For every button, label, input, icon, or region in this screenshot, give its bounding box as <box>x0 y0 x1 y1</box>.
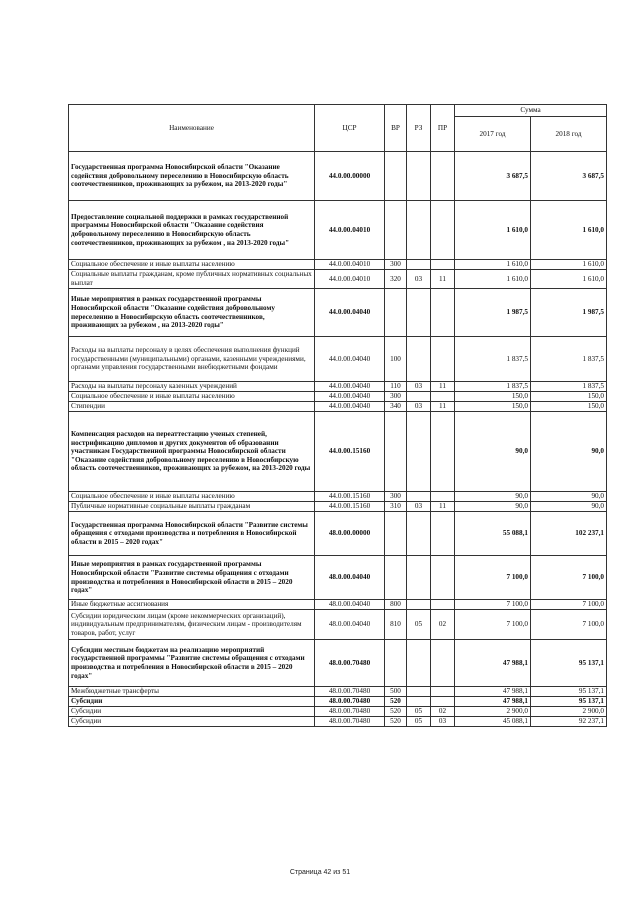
cell-name: Субсидии <box>69 717 315 727</box>
cell-name: Государственная программа Новосибирской области "Развитие системы обращения с отходами производства и потребления в Новосибирской области в 2015 – 2020 годах" <box>69 512 315 556</box>
cell-2018: 1 837,5 <box>531 382 607 392</box>
cell-csr: 48.0.00.04040 <box>315 610 385 640</box>
table-row <box>69 502 607 512</box>
cell-2018: 1 837,5 <box>531 337 607 382</box>
cell-name: Расходы на выплаты персоналу казенных учреждений <box>69 382 315 392</box>
table-row <box>69 382 607 392</box>
cell-2018: 150,0 <box>531 392 607 402</box>
cell-vr: 810 <box>385 610 407 640</box>
table-row <box>69 201 607 260</box>
cell-csr: 48.0.00.70480 <box>315 687 385 697</box>
cell-2017: 55 088,1 <box>455 512 531 556</box>
table-row <box>69 512 607 556</box>
cell-name: Субсидии <box>69 697 315 707</box>
cell-2018: 7 100,0 <box>531 556 607 600</box>
cell-2017: 45 088,1 <box>455 717 531 727</box>
cell-rz: 03 <box>407 402 431 412</box>
cell-rz <box>407 201 431 260</box>
cell-vr: 300 <box>385 492 407 502</box>
cell-name: Иные бюджетные ассигнования <box>69 600 315 610</box>
cell-vr <box>385 289 407 337</box>
cell-name: Государственная программа Новосибирской области "Оказание содействия добровольному переселению в Новосибирскую область соотечественников, проживающих за рубежом, на 2013-2020 годы" <box>69 152 315 201</box>
cell-rz <box>407 392 431 402</box>
cell-pr: 11 <box>431 502 455 512</box>
cell-vr: 300 <box>385 392 407 402</box>
cell-vr <box>385 556 407 600</box>
cell-vr <box>385 152 407 201</box>
cell-vr: 300 <box>385 260 407 270</box>
cell-csr: 48.0.00.00000 <box>315 512 385 556</box>
cell-csr: 48.0.00.04040 <box>315 556 385 600</box>
cell-2018: 90,0 <box>531 412 607 492</box>
cell-name: Социальное обеспечение и иные выплаты населению <box>69 260 315 270</box>
cell-csr: 48.0.00.70480 <box>315 717 385 727</box>
cell-rz: 03 <box>407 382 431 392</box>
cell-pr <box>431 492 455 502</box>
cell-vr <box>385 640 407 687</box>
cell-pr: 02 <box>431 707 455 717</box>
cell-vr: 520 <box>385 717 407 727</box>
cell-2017: 90,0 <box>455 412 531 492</box>
header-year-2017: 2017 год <box>455 117 531 152</box>
cell-pr <box>431 640 455 687</box>
cell-2018: 3 687,5 <box>531 152 607 201</box>
budget-table <box>68 104 607 727</box>
cell-2017: 1 987,5 <box>455 289 531 337</box>
cell-name: Публичные нормативные социальные выплаты гражданам <box>69 502 315 512</box>
cell-csr: 48.0.00.70480 <box>315 707 385 717</box>
cell-pr <box>431 289 455 337</box>
cell-2018: 1 987,5 <box>531 289 607 337</box>
cell-2017: 3 687,5 <box>455 152 531 201</box>
table-row <box>69 337 607 382</box>
table-row <box>69 270 607 289</box>
cell-rz <box>407 337 431 382</box>
cell-pr <box>431 556 455 600</box>
table-row <box>69 687 607 697</box>
cell-2017: 1 610,0 <box>455 201 531 260</box>
cell-2017: 150,0 <box>455 402 531 412</box>
cell-vr: 310 <box>385 502 407 512</box>
page-number: Страница 42 из 51 <box>289 869 351 876</box>
cell-rz <box>407 640 431 687</box>
cell-csr: 44.0.00.04040 <box>315 289 385 337</box>
cell-pr: 11 <box>431 382 455 392</box>
cell-2017: 7 100,0 <box>455 610 531 640</box>
cell-rz <box>407 697 431 707</box>
cell-vr: 500 <box>385 687 407 697</box>
cell-2018: 2 900,0 <box>531 707 607 717</box>
cell-name: Компенсация расходов на переаттестацию ученых степеней, нострификацию дипломов и других документов об образовании участникам Государственной программы Новосибирской области "Оказание содействия добровольному переселению в Новосибирскую область соотечественников, проживающих за рубежом, на 2013-2020 годы <box>69 412 315 492</box>
cell-vr: 800 <box>385 600 407 610</box>
cell-vr <box>385 201 407 260</box>
cell-name: Межбюджетные трансферты <box>69 687 315 697</box>
cell-csr: 44.0.00.15160 <box>315 492 385 502</box>
cell-2018: 1 610,0 <box>531 260 607 270</box>
table-row <box>69 492 607 502</box>
cell-2018: 102 237,1 <box>531 512 607 556</box>
header-csr: ЦСР <box>315 105 385 152</box>
cell-2017: 1 837,5 <box>455 382 531 392</box>
cell-pr <box>431 412 455 492</box>
cell-2018: 1 610,0 <box>531 201 607 260</box>
cell-pr <box>431 392 455 402</box>
cell-name: Иные мероприятия в рамках государственной программы Новосибирской области "Оказание содействия добровольному переселению в Новосибирскую область соотечественников, проживающих за рубежом , на 2013-2020 годы" <box>69 289 315 337</box>
cell-csr: 44.0.00.04040 <box>315 392 385 402</box>
cell-2017: 1 610,0 <box>455 260 531 270</box>
cell-2018: 7 100,0 <box>531 610 607 640</box>
cell-rz <box>407 260 431 270</box>
cell-vr <box>385 512 407 556</box>
cell-rz: 05 <box>407 610 431 640</box>
cell-pr <box>431 152 455 201</box>
cell-name: Социальные выплаты гражданам, кроме публичных нормативных социальных выплат <box>69 270 315 289</box>
cell-name: Субсидии <box>69 707 315 717</box>
cell-2017: 47 988,1 <box>455 640 531 687</box>
cell-csr: 48.0.00.70480 <box>315 640 385 687</box>
cell-name: Субсидии юридическим лицам (кроме некоммерческих организаций), индивидуальным предпринимателям, физическим лицам - производителям товаров, работ, услуг <box>69 610 315 640</box>
cell-name: Субсидии местным бюджетам на реализацию мероприятий государственной программы "Развитие системы обращения с отходами производства и потребления в Новосибирской области в 2015 – 2020 годах" <box>69 640 315 687</box>
cell-vr: 320 <box>385 270 407 289</box>
cell-2018: 150,0 <box>531 402 607 412</box>
cell-csr: 44.0.00.04040 <box>315 402 385 412</box>
header-vr: ВР <box>385 105 407 152</box>
table-row <box>69 260 607 270</box>
cell-pr: 11 <box>431 402 455 412</box>
cell-rz: 05 <box>407 717 431 727</box>
cell-csr: 44.0.00.04010 <box>315 270 385 289</box>
cell-2018: 95 137,1 <box>531 640 607 687</box>
cell-rz <box>407 152 431 201</box>
cell-csr: 44.0.00.04010 <box>315 201 385 260</box>
cell-name: Стипендии <box>69 402 315 412</box>
cell-pr <box>431 600 455 610</box>
cell-name: Расходы на выплаты персоналу в целях обеспечения выполнения функций государственными (муниципальными) органами, казенными учреждениями, органами управления государственными внебюджетными фондами <box>69 337 315 382</box>
cell-rz <box>407 412 431 492</box>
cell-rz <box>407 687 431 697</box>
cell-2017: 150,0 <box>455 392 531 402</box>
cell-2018: 95 137,1 <box>531 697 607 707</box>
table-row <box>69 610 607 640</box>
cell-csr: 44.0.00.15160 <box>315 412 385 492</box>
header-pr: ПР <box>431 105 455 152</box>
cell-rz <box>407 289 431 337</box>
cell-vr: 520 <box>385 697 407 707</box>
cell-csr: 48.0.00.70480 <box>315 697 385 707</box>
cell-rz <box>407 600 431 610</box>
cell-2017: 1 837,5 <box>455 337 531 382</box>
table-row <box>69 392 607 402</box>
cell-pr: 02 <box>431 610 455 640</box>
cell-2018: 1 610,0 <box>531 270 607 289</box>
table-row <box>69 717 607 727</box>
cell-rz <box>407 556 431 600</box>
cell-csr: 48.0.00.04040 <box>315 600 385 610</box>
cell-2017: 7 100,0 <box>455 556 531 600</box>
cell-csr: 44.0.00.04040 <box>315 337 385 382</box>
table-row <box>69 697 607 707</box>
table-row <box>69 707 607 717</box>
cell-pr <box>431 687 455 697</box>
cell-pr: 11 <box>431 270 455 289</box>
header-sum: Сумма <box>455 105 607 117</box>
cell-2017: 90,0 <box>455 502 531 512</box>
cell-rz: 03 <box>407 270 431 289</box>
cell-2017: 7 100,0 <box>455 600 531 610</box>
table-row <box>69 600 607 610</box>
cell-csr: 44.0.00.04010 <box>315 260 385 270</box>
cell-2018: 92 237,1 <box>531 717 607 727</box>
cell-name: Социальное обеспечение и иные выплаты населению <box>69 392 315 402</box>
table-row <box>69 640 607 687</box>
cell-csr: 44.0.00.00000 <box>315 152 385 201</box>
cell-vr: 110 <box>385 382 407 392</box>
cell-name: Иные мероприятия в рамках государственной программы Новосибирской области "Развитие системы обращения с отходами производства и потребления в Новосибирской области в 2015 – 2020 годах" <box>69 556 315 600</box>
cell-pr: 03 <box>431 717 455 727</box>
cell-2018: 7 100,0 <box>531 600 607 610</box>
cell-pr <box>431 201 455 260</box>
table-row <box>69 289 607 337</box>
cell-2018: 95 137,1 <box>531 687 607 697</box>
cell-pr <box>431 337 455 382</box>
cell-rz: 03 <box>407 502 431 512</box>
header-rz: РЗ <box>407 105 431 152</box>
header-name: Наименование <box>69 105 315 152</box>
cell-vr: 520 <box>385 707 407 717</box>
table-row <box>69 412 607 492</box>
cell-pr <box>431 260 455 270</box>
cell-name: Предоставление социальной поддержки в рамках государственной программы Новосибирской области "Оказание содействия добровольному переселению в Новосибирскую область соотечественников, проживающих за рубежом , на 2013-2020 годы" <box>69 201 315 260</box>
cell-2017: 1 610,0 <box>455 270 531 289</box>
cell-rz: 05 <box>407 707 431 717</box>
cell-pr <box>431 512 455 556</box>
table-row <box>69 152 607 201</box>
table-row <box>69 556 607 600</box>
cell-2017: 90,0 <box>455 492 531 502</box>
cell-2017: 47 988,1 <box>455 687 531 697</box>
cell-rz <box>407 512 431 556</box>
cell-name: Социальное обеспечение и иные выплаты населению <box>69 492 315 502</box>
cell-vr: 340 <box>385 402 407 412</box>
budget-table-container <box>68 104 607 727</box>
cell-csr: 44.0.00.04040 <box>315 382 385 392</box>
table-row <box>69 402 607 412</box>
cell-2017: 2 900,0 <box>455 707 531 717</box>
cell-2018: 90,0 <box>531 492 607 502</box>
cell-pr <box>431 697 455 707</box>
cell-csr: 44.0.00.15160 <box>315 502 385 512</box>
cell-rz <box>407 492 431 502</box>
header-year-2018: 2018 год <box>531 117 607 152</box>
cell-vr: 100 <box>385 337 407 382</box>
cell-2018: 90,0 <box>531 502 607 512</box>
cell-vr <box>385 412 407 492</box>
cell-2017: 47 988,1 <box>455 697 531 707</box>
